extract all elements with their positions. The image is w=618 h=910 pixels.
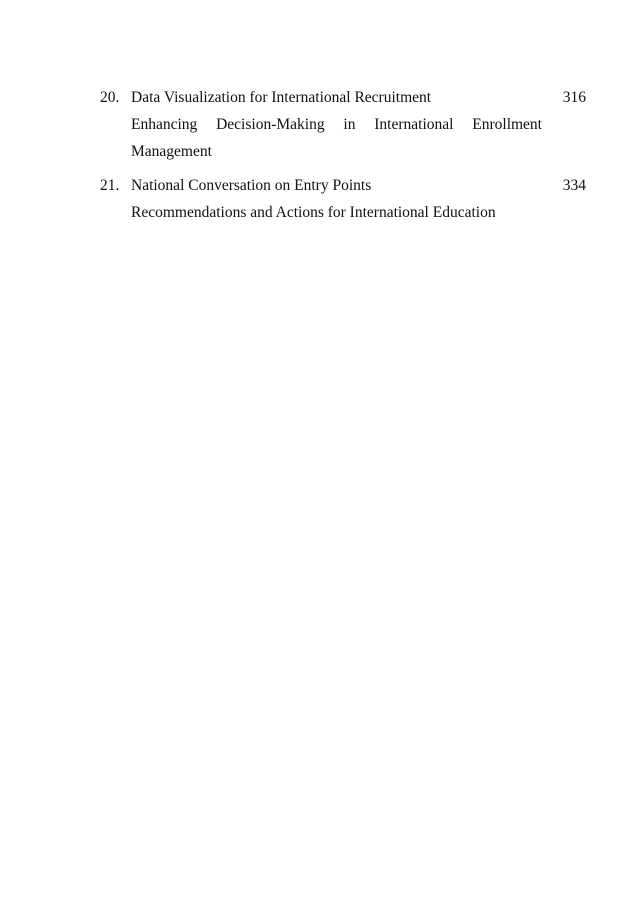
chapter-number: 21. <box>100 177 120 194</box>
page-number: 334 <box>562 177 586 194</box>
page-number: 316 <box>562 89 586 106</box>
chapter-subtitle: Recommendations and Actions for International Education <box>131 204 496 221</box>
chapter-text <box>131 172 542 226</box>
chapter-title: Data Visualization for International Recruitment <box>131 89 432 106</box>
chapter-text <box>131 84 542 165</box>
table-of-contents <box>100 84 586 233</box>
chapter-subtitle: Enhancing Decision-Making in International Enrollment Management <box>131 116 542 160</box>
toc-entry <box>100 172 586 226</box>
chapter-title: National Conversation on Entry Points <box>131 177 372 194</box>
toc-entry <box>100 84 586 165</box>
chapter-number: 20. <box>100 89 120 106</box>
